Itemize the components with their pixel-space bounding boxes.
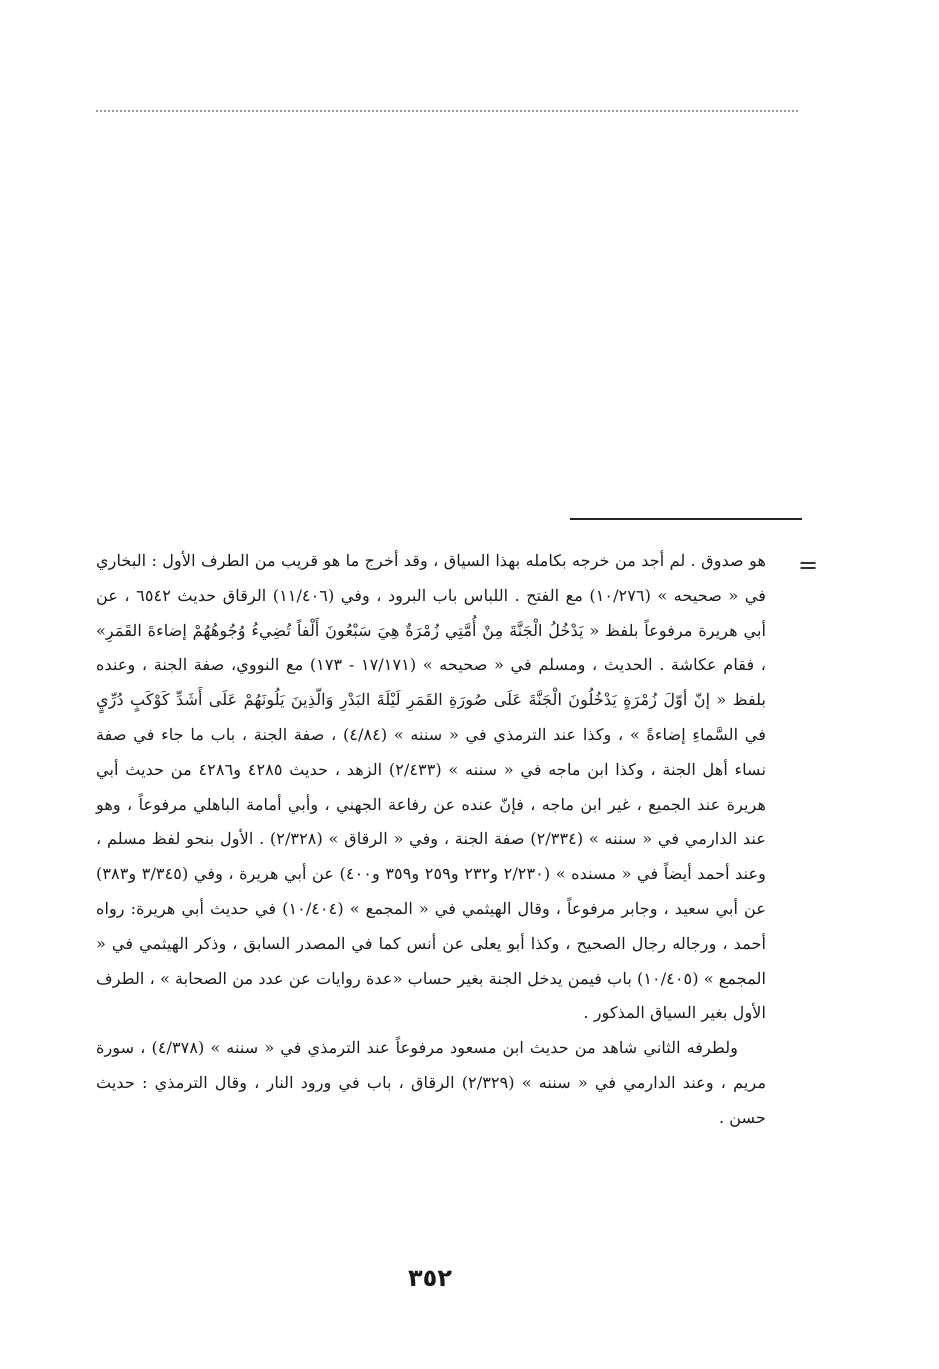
- footnote-paragraph-2: ولطرفه الثاني شاهد من حديث ابن مسعود مرفوعاً عند الترمذي في « سننه » (٤/٣٧٨) ، سورة مريم ، وعند الدارمي في « سننه » (٢/٣٢٩) الرقاق ، باب في ورود النار ، وقال الترمذي : حديث حسن .: [96, 1038, 766, 1127]
- header-dotted-separator: [96, 110, 798, 112]
- footnote-continuation-mark: =: [798, 551, 819, 579]
- footnote-paragraph-1: هو صدوق . لم أجد من خرجه بكامله بهذا السياق ، وقد أخرج ما هو قريب من الطرف الأول : البخاري في « صحيحه » (١٠/٢٧٦) مع الفتح . اللباس باب البرود ، وفي (١١/٤٠٦) الرقاق حديث ٦٥٤٢ ، عن أبي هريرة مرفوعاً بلفظ « يَدْخُلُ الْجَنَّةَ مِنْ أُمَّتِي زُمْرَةٌ هِيَ سَبْعُونَ أَلْفاً تُضِيءُ وُجُوهُهُمْ إضاءةَ القَمَرِ» ، فقام عكاشة . الحديث ، ومسلم في « صحيحه » (١٧/١٧١ - ١٧٣) مع النووي، صفة الجنة ، وعنده بلفظ « إنّ أوّلَ زُمْرَةٍ يَدْخُلُونَ الْجَنَّةَ عَلَى صُورَةِ القَمَرِ لَيْلَةَ البَدْرِ وَالّذِينَ يَلُونَهُمْ عَلَى أَشَدِّ كَوْكَبٍ دُرِّيٍ في السَّماءِ إضاءةً » ، وكذا عند الترمذي في « سننه » (٤/٨٤) ، صفة الجنة ، باب ما جاء في صفة نساء أهل الجنة ، وكذا ابن ماجه في « سننه » (٢/٤٣٣) الزهد ، حديث ٤٢٨٥ و٤٢٨٦ من حديث أبي هريرة عند الجميع ، غير ابن ماجه ، فإنّ عنده عن رفاعة الجهني ، وأبي أمامة الباهلي مرفوعاً ، وهو عند الدارمي في « سننه » (٢/٣٣٤) صفة الجنة ، وفي « الرقاق » (٢/٣٢٨) . الأول بنحو لفظ مسلم ، وعند أحمد أيضاً في « مسنده » (٢/٢٣٠ و٢٣٢ و٢٥٩ و٣٥٩ و٤٠٠) عن أبي هريرة ، وفي (٣/٣٤٥ و٣٨٣) عن أبي سعيد ، وجابر مرفوعاً ، وقال الهيثمي في « المجمع » (١٠/٤٠٤) في حديث أبي هريرة: رواه أحمد ، ورجاله رجال الصحيح ، وكذا أبو يعلى عن أنس كما في المصدر السابق ، وذكر الهيثمي في « المجمع » (١٠/٤٠٥) باب فيمن يدخل الجنة بغير حساب «عدة روايات عن عدد من الصحابة » ، الطرف الأول بغير السياق المذكور .: [96, 551, 767, 1023]
- footnote-block: [96, 544, 766, 1136]
- footnote-separator-line: [570, 518, 802, 520]
- page-number: ٣٥٢: [408, 1264, 452, 1292]
